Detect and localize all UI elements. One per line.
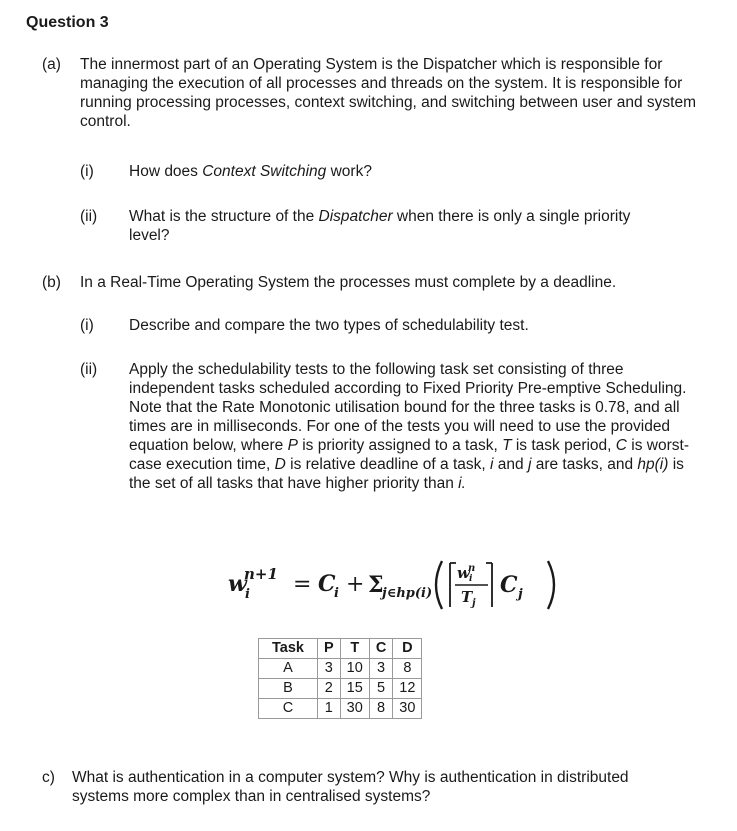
cell: 15 [340,679,369,699]
svg-text:T: T [461,588,473,606]
formula-svg [228,551,608,615]
task-set-table [258,638,422,719]
svg-text:Σ: Σ [368,572,384,598]
part-a-i-label: (i) [80,163,94,180]
svg-text:+: + [346,572,365,597]
part-c-label: c) [42,769,55,786]
part-b-label: (b) [42,274,61,291]
table-row [259,659,422,679]
table-row [259,699,422,719]
header-task: Task [259,639,318,659]
svg-text:i: i [469,574,473,584]
cell: C [259,699,318,719]
svg-text:n: n [468,563,476,574]
cell: 30 [340,699,369,719]
header-c: C [369,639,392,659]
svg-text:C: C [500,572,518,598]
cell: 2 [318,679,341,699]
question-title: Question 3 [26,14,109,31]
table-row [259,679,422,699]
header-d: D [393,639,422,659]
header-p: P [318,639,341,659]
part-b-i-label: (i) [80,317,94,334]
svg-text:i: i [245,587,250,602]
part-a-ii-text: What is the structure of the Dispatcher when there is only a single priority level? [129,208,631,244]
cell: B [259,679,318,699]
cell: 8 [369,699,392,719]
cell: A [259,659,318,679]
svg-text:i: i [334,586,339,601]
part-a-ii-label: (ii) [80,208,98,225]
part-b-ii-label: (ii) [80,361,98,378]
svg-text:j: j [472,598,476,609]
svg-text:j: j [518,587,523,602]
cell: 10 [340,659,369,679]
cell: 12 [393,679,422,699]
part-a-text: The innermost part of an Operating System is the Dispatcher which is responsible for managing the execution of all processes and threads on the system. It is responsible for running processing processes, context switching, and switching between user and system control. [80,56,697,130]
cell: 30 [393,699,422,719]
dispatcher-term: Dispatcher [318,208,393,225]
response-time-formula [228,551,608,611]
svg-text:=: = [293,572,312,597]
svg-text:j∈hp(i): j∈hp(i) [382,586,433,601]
part-b-i-text: Describe and compare the two types of schedulability test. [129,317,529,334]
part-a-i-text: How does Context Switching work? [129,163,372,180]
cell: 1 [318,699,341,719]
cell: 3 [318,659,341,679]
cell: 8 [393,659,422,679]
part-b-text: In a Real-Time Operating System the processes must complete by a deadline. [80,274,617,291]
table-header-row [259,639,422,659]
part-b-ii-text: Apply the schedulability tests to the following task set consisting of three independent tasks scheduled according to Fixed Priority Pre-emptive Scheduling. Note that the Rate Monotonic utilisation bound for the three tasks is 0.78, and all times are in milliseconds. For one of the tests you will need to use the provided equation below, where P is priority assigned to a task, T is task period, C is worst-case execution time, D is relative deadline of a task, i and j are tasks, and hp(i) is the set of all tasks that have higher priority than i. [129,361,689,492]
cell: 5 [369,679,392,699]
svg-text:w: w [228,571,247,597]
svg-text:w: w [457,564,470,582]
svg-text:n+1: n+1 [244,565,278,583]
part-c-text: What is authentication in a computer system? Why is authentication in distributed systems more complex than in centralised systems? [72,769,629,805]
part-a-label: (a) [42,56,61,73]
cell: 3 [369,659,392,679]
svg-text:C: C [318,571,336,597]
header-t: T [340,639,369,659]
context-switching-term: Context Switching [202,163,327,180]
